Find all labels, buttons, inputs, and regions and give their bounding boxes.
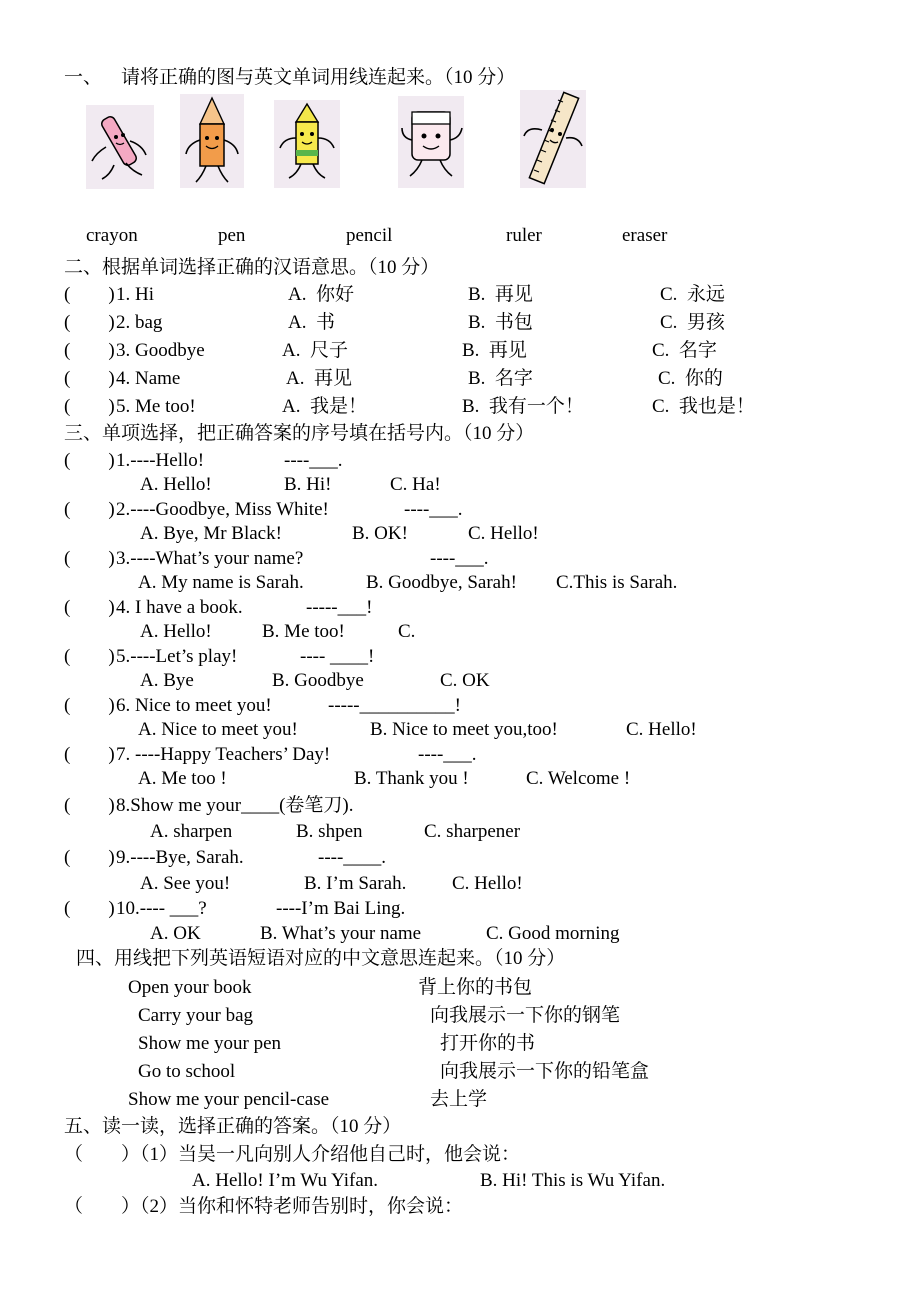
s3-q7-reply: ----___.: [418, 744, 477, 765]
pen-icon: [86, 105, 154, 189]
s2-q3: 3. Goodbye: [116, 340, 205, 361]
s3-q2-c: C. Hello!: [468, 523, 539, 544]
s3-q1-a: A. Hello!: [140, 474, 212, 495]
paren[interactable]: ( ): [64, 450, 115, 471]
word-pencil: pencil: [346, 225, 393, 246]
s3-q10-b: B. What’s your name: [260, 923, 422, 944]
paren[interactable]: ( ): [64, 340, 115, 361]
phrase-en: Carry your bag: [138, 1005, 254, 1026]
s3-q6-b: B. Nice to meet you,too!: [370, 719, 558, 740]
paren[interactable]: ( ): [64, 744, 115, 765]
s2-q2-a: A. 书: [288, 312, 335, 333]
paren[interactable]: ( ): [64, 898, 115, 919]
s3-q4-reply: -----___!: [306, 597, 373, 618]
s3-q9-c: C. Hello!: [452, 873, 523, 894]
s5-q1-b: B. Hi! This is Wu Yifan.: [480, 1170, 666, 1191]
phrase-zh: 背上你的书包: [418, 977, 533, 998]
s2-q4-a: A. 再见: [286, 368, 352, 389]
s3-q5: 5.----Let’s play!: [116, 646, 238, 667]
s3-q4-b: B. Me too!: [262, 621, 345, 642]
phrase-zh: 向我展示一下你的钢笔: [430, 1005, 621, 1026]
s5-q1: （ ）（1）当吴一凡向别人介绍他自己时，他会说：: [64, 1144, 521, 1165]
word-eraser: eraser: [622, 225, 668, 246]
s2-q1-b: B. 再见: [468, 284, 533, 305]
s3-q6-c: C. Hello!: [626, 719, 697, 740]
s3-q3: 3.----What’s your name?: [116, 548, 304, 569]
crayon-icon: [274, 100, 340, 188]
phrase-zh: 去上学: [430, 1089, 488, 1110]
s3-q9: 9.----Bye, Sarah.: [116, 847, 244, 868]
s3-q7-a: A. Me too !: [138, 768, 227, 789]
s3-q6: 6. Nice to meet you!: [116, 695, 272, 716]
s3-q5-c: C. OK: [440, 670, 490, 691]
s2-q3-c: C. 名字: [652, 340, 717, 361]
s3-q4-c: C.: [398, 621, 416, 642]
phrase-zh: 打开你的书: [440, 1033, 536, 1054]
s3-q8-a: A. sharpen: [150, 821, 233, 842]
s3-q7-b: B. Thank you !: [354, 768, 469, 789]
s3-q10-reply: ----I’m Bai Ling.: [276, 898, 406, 919]
s2-q4-b: B. 名字: [468, 368, 533, 389]
s2-q2-c: C. 男孩: [660, 312, 725, 333]
paren[interactable]: ( ): [64, 499, 115, 520]
section-3-title: 三、单项选择，把正确答案的序号填在括号内。（10 分）: [64, 423, 535, 444]
section-1-title: 一、 请将正确的图与英文单词用线连起来。（10 分）: [64, 67, 516, 88]
s5-q2: （ ）（2）当你和怀特老师告别时，你会说：: [64, 1196, 464, 1217]
s3-q9-b: B. I’m Sarah.: [304, 873, 407, 894]
s2-q2: 2. bag: [116, 312, 163, 333]
s2-q1-a: A. 你好: [288, 284, 354, 305]
s3-q5-reply: ---- ____!: [300, 646, 375, 667]
s3-q8-c: C. sharpener: [424, 821, 521, 842]
paren[interactable]: ( ): [64, 795, 115, 816]
phrase-en: Show me your pencil-case: [128, 1089, 330, 1110]
s2-q1: 1. Hi: [116, 284, 154, 305]
s3-q5-a: A. Bye: [140, 670, 194, 691]
phrase-en: Open your book: [128, 977, 252, 998]
s3-q1: 1.----Hello!: [116, 450, 205, 471]
word-ruler: ruler: [506, 225, 542, 246]
s2-q2-b: B. 书包: [468, 312, 533, 333]
s3-q3-a: A. My name is Sarah.: [138, 572, 304, 593]
s3-q4: 4. I have a book.: [116, 597, 243, 618]
section-2-title: 二、根据单词选择正确的汉语意思。（10 分）: [64, 257, 440, 278]
s2-q5: 5. Me too!: [116, 396, 196, 417]
pencil-icon: [180, 94, 244, 188]
s3-q3-b: B. Goodbye, Sarah!: [366, 572, 517, 593]
phrase-zh: 向我展示一下你的铅笔盒: [440, 1061, 650, 1082]
s3-q1-c: C. Ha!: [390, 474, 441, 495]
paren[interactable]: ( ): [64, 284, 115, 305]
s2-q1-c: C. 永远: [660, 284, 725, 305]
s3-q10-a: A. OK: [150, 923, 201, 944]
s3-q9-reply: ----____.: [318, 847, 387, 868]
s3-q6-a: A. Nice to meet you!: [138, 719, 298, 740]
paren[interactable]: ( ): [64, 548, 115, 569]
paren[interactable]: ( ): [64, 312, 115, 333]
s3-q2-a: A. Bye, Mr Black!: [140, 523, 282, 544]
s3-q2-reply: ----___.: [404, 499, 463, 520]
s3-q4-a: A. Hello!: [140, 621, 212, 642]
paren[interactable]: ( ): [64, 368, 115, 389]
s2-q5-a: A. 我是！: [282, 396, 367, 417]
s3-q3-reply: ----___.: [430, 548, 489, 569]
s2-q5-c: C. 我也是！: [652, 396, 755, 417]
section-4-title: 四、用线把下列英语短语对应的中文意思连起来。（10 分）: [76, 948, 566, 969]
paren[interactable]: ( ): [64, 396, 115, 417]
s2-q3-a: A. 尺子: [282, 340, 348, 361]
word-pen: pen: [218, 225, 246, 246]
s3-q1-b: B. Hi!: [284, 474, 332, 495]
phrase-en: Go to school: [138, 1061, 236, 1082]
phrase-en: Show me your pen: [138, 1033, 282, 1054]
s3-q8: 8.Show me your____(卷笔刀).: [116, 795, 354, 816]
s3-q9-a: A. See you!: [140, 873, 231, 894]
s5-q1-a: A. Hello! I’m Wu Yifan.: [192, 1170, 379, 1191]
paren[interactable]: ( ): [64, 847, 115, 868]
s3-q3-c: C.This is Sarah.: [556, 572, 678, 593]
s3-q2: 2.----Goodbye, Miss White!: [116, 499, 329, 520]
paren[interactable]: ( ): [64, 695, 115, 716]
s3-q10: 10.---- ___?: [116, 898, 207, 919]
section-5-title: 五、读一读，选择正确的答案。（10 分）: [64, 1116, 402, 1137]
word-crayon: crayon: [86, 225, 138, 246]
s2-q4-c: C. 你的: [658, 368, 723, 389]
s3-q7: 7. ----Happy Teachers’ Day!: [116, 744, 331, 765]
paren[interactable]: ( ): [64, 597, 115, 618]
paren[interactable]: ( ): [64, 646, 115, 667]
s3-q8-b: B. shpen: [296, 821, 363, 842]
s2-q3-b: B. 再见: [462, 340, 527, 361]
s3-q6-reply: -----__________!: [328, 695, 461, 716]
s2-q5-b: B. 我有一个！: [462, 396, 584, 417]
s2-q4: 4. Name: [116, 368, 181, 389]
s3-q1-reply: ----___.: [284, 450, 343, 471]
s3-q10-c: C. Good morning: [486, 923, 620, 944]
s3-q2-b: B. OK!: [352, 523, 408, 544]
s3-q5-b: B. Goodbye: [272, 670, 364, 691]
s3-q7-c: C. Welcome !: [526, 768, 631, 789]
ruler-icon: [520, 90, 586, 188]
eraser-icon: [398, 96, 464, 188]
